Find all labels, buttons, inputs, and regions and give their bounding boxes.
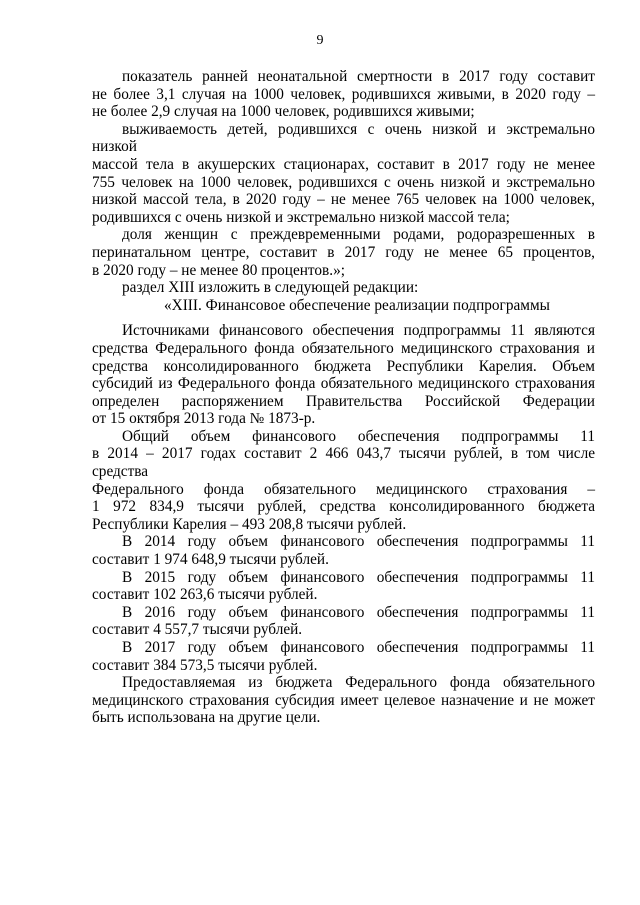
- paragraph-survival-rate: [92, 121, 595, 227]
- paragraph-neonatal-mortality: [92, 68, 595, 121]
- text-line: составит 1 974 648,9 тысячи рублей.: [92, 551, 329, 569]
- document-body: [92, 68, 595, 727]
- text-line: медицинского страхования субсидия имеет целевое назначение и не может: [92, 691, 595, 709]
- paragraph-funding-2015: [92, 569, 595, 604]
- section-heading: «XIII. Финансовое обеспечение реализации подпрограммы: [164, 296, 550, 314]
- text-line: В 2014 году объем финансового обеспечения подпрограммы 11: [122, 533, 595, 551]
- text-line: не более 2,9 случая на 1000 человек, родившихся живыми;: [92, 103, 475, 121]
- paragraph-funding-2016: [92, 604, 595, 639]
- text-line: Федерального фонда обязательного медицинского страхования –: [92, 480, 595, 498]
- paragraph-funding-2014: [92, 533, 595, 568]
- text-line: В 2016 году объем финансового обеспечения подпрограммы 11: [122, 603, 595, 621]
- text-line: составит 4 557,7 тысячи рублей.: [92, 621, 303, 639]
- text-line: выживаемость детей, родившихся с очень низкой и экстремально низкой: [92, 120, 595, 156]
- text-line: низкой массой тела, в 2020 году – не менее 765 человек на 1000 человек,: [92, 191, 595, 209]
- text-line: Источниками финансового обеспечения подпрограммы 11 являются: [122, 322, 595, 340]
- paragraph-funding-sources: [92, 322, 595, 428]
- page-number: 9: [316, 33, 324, 48]
- text-line: средства Федерального фонда обязательного медицинского страхования и: [92, 339, 595, 357]
- text-line: определен распоряжением Правительства Российской Федерации: [92, 392, 595, 410]
- paragraph-total-funding: [92, 428, 595, 534]
- section-gap: [92, 314, 595, 322]
- paragraph-funding-2017: [92, 639, 595, 674]
- text-line: массой тела в акушерских стационарах, составит в 2017 году не менее: [92, 155, 595, 173]
- paragraph-premature-births: [92, 226, 595, 279]
- text-line: в 2020 году – не менее 80 процентов.»;: [92, 261, 345, 279]
- text-line: средства консолидированного бюджета Республики Карелия. Объем: [92, 357, 595, 375]
- text-line: от 15 октября 2013 года № 1873-р.: [92, 410, 316, 428]
- text-line: показатель ранней неонатальной смертности в 2017 году составит: [122, 68, 595, 85]
- text-line: не более 3,1 случая на 1000 человек, родившихся живыми, в 2020 году –: [92, 85, 595, 103]
- text-line: составит 384 573,5 тысячи рублей.: [92, 656, 318, 674]
- paragraph-section-instruction: раздел XIII изложить в следующей редакции:: [122, 279, 419, 297]
- text-line: Общий объем финансового обеспечения подпрограммы 11: [122, 427, 595, 445]
- text-line: Предоставляемая из бюджета Федерального фонда обязательного: [122, 674, 595, 692]
- text-line: 755 человек на 1000 человек, родившихся с очень низкой и экстремально: [92, 173, 595, 191]
- text-line: родившихся с очень низкой и экстремально низкой массой тела;: [92, 208, 510, 226]
- text-line: доля женщин с преждевременными родами, родоразрешенных в: [122, 226, 595, 244]
- text-line: В 2017 году объем финансового обеспечения подпрограммы 11: [122, 639, 595, 656]
- text-line: 1 972 834,9 тысячи рублей, средства консолидированного бюджета: [92, 498, 595, 516]
- text-line: быть использована на другие цели.: [92, 709, 321, 727]
- text-line: перинатальном центре, составит в 2017 году не менее 65 процентов,: [92, 243, 595, 261]
- paragraph-subsidy-purpose: [92, 674, 595, 727]
- text-line: в 2014 – 2017 годах составит 2 466 043,7 тысячи рублей, в том числе средства: [92, 445, 595, 481]
- text-line: В 2015 году объем финансового обеспечения подпрограммы 11: [122, 568, 595, 586]
- text-line: субсидий из Федерального фонда обязательного медицинского страхования: [92, 375, 595, 393]
- text-line: Республики Карелия – 493 208,8 тысячи рублей.: [92, 515, 407, 533]
- text-line: составит 102 263,6 тысячи рублей.: [92, 586, 318, 604]
